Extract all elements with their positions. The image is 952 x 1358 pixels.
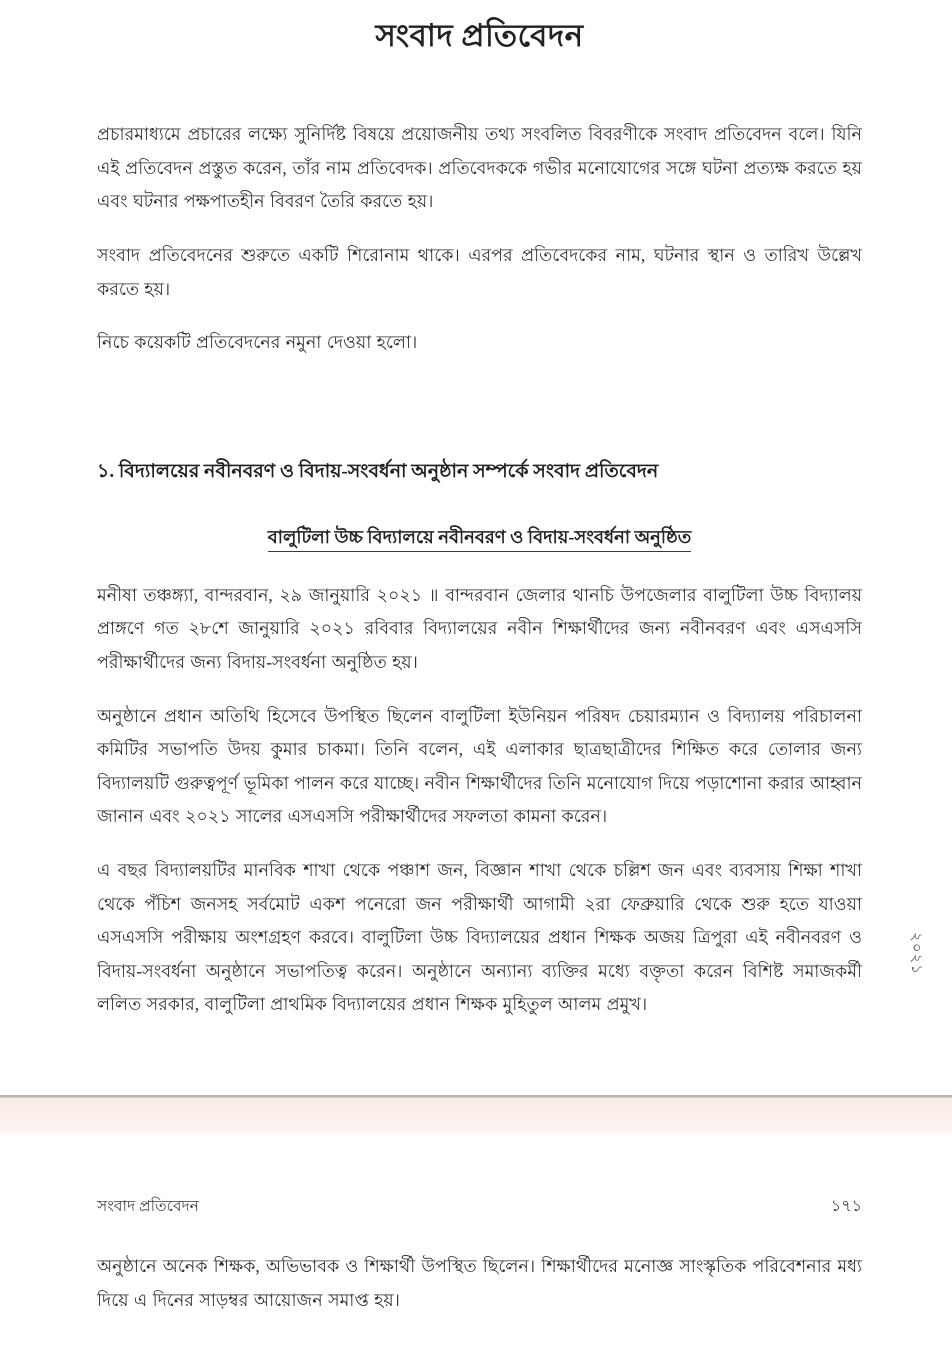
intro-block <box>97 56 862 360</box>
intro-paragraph-3: নিচে কয়েকটি প্রতিবেদনের নমুনা দেওয়া হলো। <box>97 332 418 353</box>
page-two <box>0 1135 952 1358</box>
page-separator-band <box>0 1095 952 1135</box>
report-headline <box>97 522 862 553</box>
report-paragraph-2: অনুষ্ঠানে প্রধান অতিথি হিসেবে উপস্থিত ছিলেন বালুটিলা ইউনিয়ন পরিষদ চেয়ারম্যান ও বিদ্যালয় পরিচালনা কমিটির সভাপতি উদয় কুমার চাকমা। তিনি বলেন, এই এলাকার ছাত্রছাত্রীদের শিক্ষিত করে তোলার জন্য বিদ্যালয়টি গুরুত্বপূর্ণ ভূমিকা পালন করে যাচ্ছে। নবীন শিক্ষার্থীদের তিনি মনোযোগ দিয়ে পড়াশোনা করার আহ্বান জানান এবং ২০২১ সালের এসএসসি পরীক্ষার্থীদের সফলতা কামনা করেন। <box>97 705 862 827</box>
page-two-content <box>0 1135 952 1317</box>
report-paragraph-3: এ বছর বিদ্যালয়টির মানবিক শাখা থেকে পঞ্চাশ জন, বিজ্ঞান শাখা থেকে চল্লিশ জন এবং ব্যবসায় শিক্ষা শাখা থেকে পঁচিশ জনসহ সর্বমোট একশ পনেরো জন পরীক্ষার্থী আগামী ২রা ফেব্রুয়ারি থেকে শুরু হতে যাওয়া এসএসসি পরীক্ষায় অংশগ্রহণ করবে। বালুটিলা উচ্চ বিদ্যালয়ের প্রধান শিক্ষক অজয় ত্রিপুরা এই নবীনবরণ ও বিদায়-সংবর্ধনা অনুষ্ঠানে সভাপতিত্ব করেন। অনুষ্ঠানে অন্যান্য ব্যক্তির মধ্যে বক্তৃতা করেন বিশিষ্ট সমাজকর্মী ললিত সরকার, বালুটিলা প্রাথমিক বিদ্যালয়ের প্রধান শিক্ষক মুহিতুল আলম প্রমুখ। <box>97 859 862 1015</box>
section-heading: ১. বিদ্যালয়ের নবীনবরণ ও বিদায়-সংবর্ধনা অনুষ্ঠান সম্পর্কে সংবাদ প্রতিবেদন <box>97 460 659 482</box>
page-number: ১৭১ <box>830 1198 862 1215</box>
intro-paragraph-1: প্রচারমাধ্যমে প্রচারের লক্ষ্যে সুনির্দিষ্ট বিষয়ে প্রয়োজনীয় তথ্য সংবলিত বিবরণীকে সংবাদ প্রতিবেদন বলে। যিনি এই প্রতিবেদন প্রস্তুত করেন, তাঁর নাম প্রতিবেদক। প্রতিবেদককে গভীর মনোযোগের সঙ্গে ঘটনা প্রত্যক্ষ করতে হয় এবং ঘটনার পক্ষপাতহীন বিবরণ তৈরি করতে হয়। <box>97 124 862 212</box>
report-headline-text: বালুটিলা উচ্চ বিদ্যালয়ে নবীনবরণ ও বিদায়-সংবর্ধনা অনুষ্ঠিত <box>268 527 692 552</box>
intro-paragraph-2: সংবাদ প্রতিবেদনের শুরুতে একটি শিরোনাম থাকে। এরপর প্রতিবেদকের নাম, ঘটনার স্থান ও তারিখ উল্লেখ করতে হয়। <box>97 245 862 299</box>
document-title: সংবাদ প্রতিবেদন <box>375 18 584 53</box>
page-edge-year-stamp: ২০২১ <box>908 932 924 975</box>
report-section <box>97 360 862 1022</box>
running-head-title: সংবাদ প্রতিবেদন <box>97 1198 199 1215</box>
running-head <box>97 1135 862 1220</box>
page-two-paragraph-1: অনুষ্ঠানে অনেক শিক্ষক, অভিভাবক ও শিক্ষার্থী উপস্থিত ছিলেন। শিক্ষার্থীদের মনোজ্ঞ সাংস্কৃতিক পরিবেশনার মধ্য দিয়ে এ দিনের সাড়ম্বর আয়োজন সমাপ্ত হয়। <box>97 1256 862 1310</box>
report-paragraph-1: মনীষা তঞ্চঙ্গ্যা, বান্দরবান, ২৯ জানুয়ারি ২০২১ ॥ বান্দরবান জেলার থানচি উপজেলার বালুটিলা উচ্চ বিদ্যালয় প্রাঙ্গণে গত ২৮শে জানুয়ারি ২০২১ রবিবার বিদ্যালয়ের নবীন শিক্ষার্থীদের জন্য নবীনবরণ এবং এসএসসি পরীক্ষার্থীদের জন্য বিদায়-সংবর্ধনা অনুষ্ঠিত হয়। <box>97 584 862 672</box>
